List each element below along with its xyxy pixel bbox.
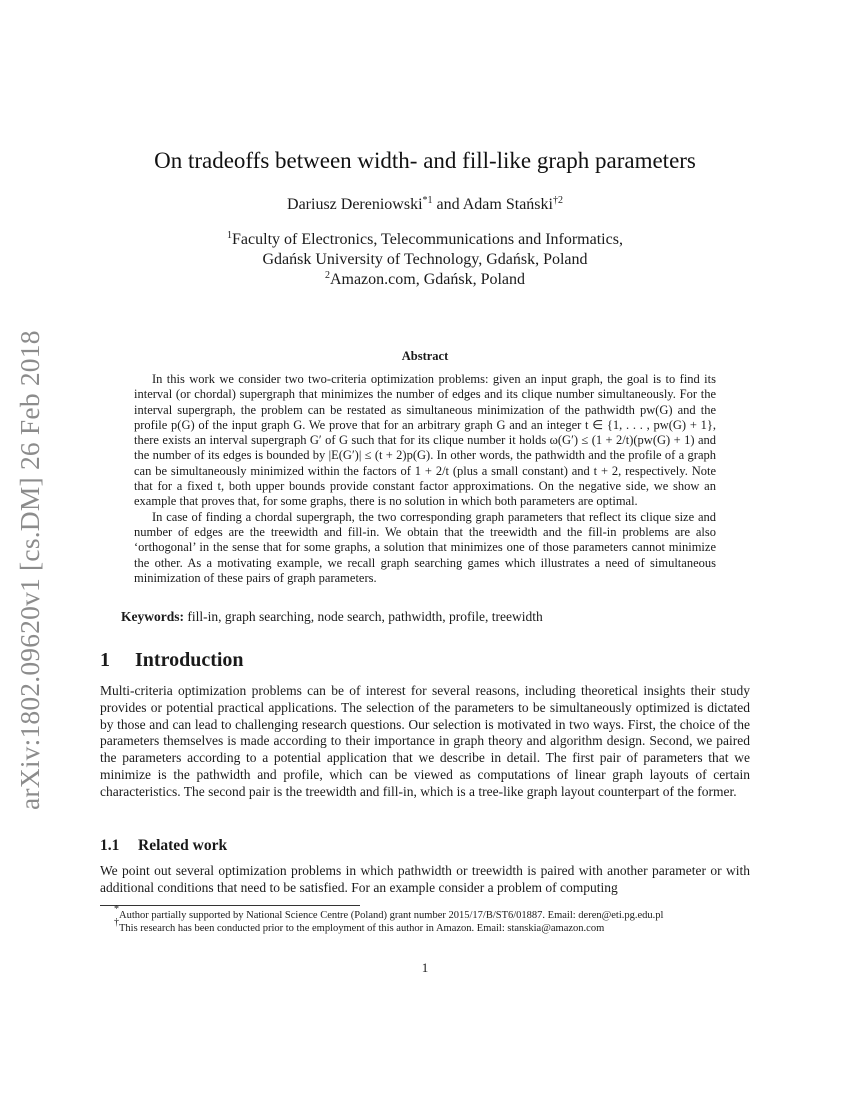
affiliation-text: Amazon.com, Gdańsk, Poland <box>329 271 526 288</box>
intro-paragraph: Multi-criteria optimization problems can be of interest for several reasons, including theoretical insights their study provides or potential practical applications. The selection of the parameters to be simultaneously optimized is dictated by those and can lead to challenging research questions. Our selection is motivated in two ways. First, the choice of the parameters themselves is made according to their importance in graph theory and algorithm design. Second, we paired the parameters according to a potential application that we describe in detail. The first pair of parameters that we minimize is the pathwidth and profile, which can be viewed as computations of linear graph layouts of certain characteristics. The second pair is the treewidth and fill-in, which is a tree-like graph layout counterpart of the former. <box>100 683 750 799</box>
affiliation-mark: 2 <box>324 270 330 281</box>
keywords <box>121 609 543 625</box>
paper-title: On tradeoffs between width- and fill-like graph parameters <box>154 148 696 173</box>
section-number: 1 <box>100 649 110 671</box>
footnote-mark: † <box>114 917 119 928</box>
affiliation-line: Gdańsk University of Technology, Gdańsk, Poland <box>262 251 588 268</box>
footnote <box>100 917 750 935</box>
subsection-number: 1.1 <box>100 837 120 854</box>
affiliation-line <box>0 270 850 290</box>
footnote-rule <box>100 905 360 906</box>
footnote <box>100 904 750 922</box>
arxiv-stamp: arXiv:1802.09620v1 [cs.DM] 26 Feb 2018 <box>14 330 45 810</box>
footnote-mark: * <box>114 904 119 915</box>
abstract-paragraph: In case of finding a chordal supergraph, the two corresponding graph parameters that reflect its clique size and number of edges are the treewidth and fill-in. We obtain that the treewidth and the fill-in problems are also ‘orthogonal’ in the sense that for some graphs, a solution that minimizes one of those parameters cannot minimize the other. As a motivating example, we recall graph searching games which illustrates a need of simultaneous minimization of these pairs of graph parameters. <box>134 509 716 585</box>
author-mark: †2 <box>552 195 563 206</box>
author-mark: *1 <box>422 195 433 206</box>
author-name: Adam Stański <box>462 196 553 213</box>
keywords-label: Keywords: <box>121 609 184 624</box>
author-connector: and <box>432 196 463 213</box>
abstract-heading: Abstract <box>401 349 449 363</box>
subsection-title: Related work <box>138 837 228 854</box>
author-line <box>0 196 850 214</box>
related-work-paragraph: We point out several optimization problems in which pathwidth or treewidth is paired with another parameter or with additional conditions that need to be satisfied. For an example consider a problem of computing <box>100 863 750 895</box>
footnotes <box>100 904 750 935</box>
page-number: 1 <box>421 960 429 975</box>
section-heading <box>100 649 244 672</box>
keywords-value: fill-in, graph searching, node search, pathwidth, profile, treewidth <box>187 609 543 624</box>
footnote-text: Author partially supported by National Science Centre (Poland) grant number 2015/17/B/ST6/01887. Email: deren@eti.pg.edu.pl <box>119 910 664 921</box>
subsection-heading <box>100 837 227 855</box>
affiliations <box>0 230 850 290</box>
section-title: Introduction <box>135 649 244 671</box>
affiliation-line <box>0 230 850 250</box>
affiliation-mark: 1 <box>227 230 233 241</box>
author-name: Dariusz Dereniowski <box>287 196 423 213</box>
affiliation-text: Faculty of Electronics, Telecommunications and Informatics, <box>232 231 623 248</box>
footnote-text: This research has been conducted prior to the employment of this author in Amazon. Email: stanskia@amazon.com <box>119 923 605 934</box>
abstract-body <box>134 372 716 586</box>
abstract-paragraph: In this work we consider two two-criteria optimization problems: given an input graph, the goal is to find its interval (or chordal) supergraph that minimizes the number of edges and its clique number simultaneously. For the interval supergraph, the problem can be restated as simultaneous minimization of the pathwidth pw(G) and the profile p(G) of the input graph G. We prove that for an arbitrary graph G and an integer t ∈ {1, . . . , pw(G) + 1}, there exists an interval supergraph G′ of G such that for its clique number it holds ω(G′) ≤ (1 + 2/t)(pw(G) + 1) and the number of its edges is bounded by |E(G′)| ≤ (t + 2)p(G). In other words, the pathwidth and the profile of a graph can be simultaneously minimized within the factors of 1 + 2/t (plus a small constant) and t + 2, respectively. Note that for a fixed t, both upper bounds provide constant factor approximations. On the negative side, we show an example that proves that, for some graphs, there is no solution in which both parameters are optimal. <box>134 372 716 509</box>
